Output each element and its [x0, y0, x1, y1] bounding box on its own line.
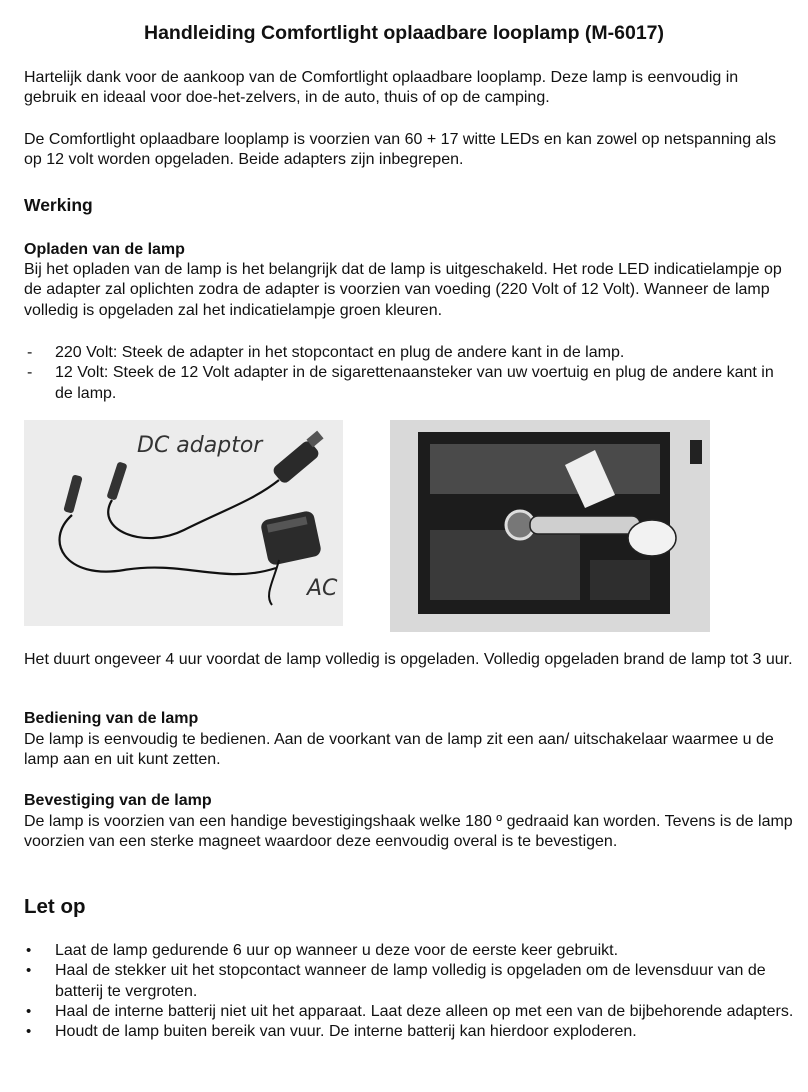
car-socket-illustration: [390, 420, 710, 632]
bediening-paragraph: De lamp is eenvoudig te bedienen. Aan de voorkant van de lamp zit een aan/ uitschakelaar waarmee u de lamp aan en uit kunt zetten.: [24, 731, 774, 769]
intro-paragraph-2: De Comfortlight oplaadbare looplamp is voorzien van 60 + 17 witte LEDs en kan zowel op netspanning als op 12 volt worden opgeladen. Beide adapters zijn inbegrepen.: [24, 131, 776, 169]
opladen-list: [24, 343, 794, 404]
bullet-icon: •: [26, 942, 32, 959]
section-heading-let-op: Let op: [24, 895, 86, 918]
let-op-list: [24, 941, 794, 1042]
section-heading-werking: Werking: [24, 195, 93, 215]
list-item: [24, 941, 794, 961]
car-plug-icon: [530, 516, 640, 534]
subheading-bediening: Bediening van de lamp: [24, 710, 199, 727]
list-item: [24, 343, 794, 363]
adapter-illustration: [24, 420, 343, 626]
list-item-text: Haal de interne batterij niet uit het apparaat. Laat deze alleen op met een van de bijbehorende adapters.: [55, 1002, 794, 1020]
car-socket-photo: [390, 420, 710, 632]
dc-adaptor-label: DC adaptor: [137, 433, 263, 458]
dash-marker: -: [27, 344, 33, 361]
list-item-text: Laat de lamp gedurende 6 uur op wanneer u deze voor de eerste keer gebruikt.: [55, 942, 619, 959]
opladen-paragraph: Bij het opladen van de lamp is het belangrijk dat de lamp is uitgeschakeld. Het rode LED indicatielampje op de adapter zal oplichten zodra de adapter is voorzien van voeding (220 Volt of 12 Volt). Wanneer de lamp volledig is opgeladen zal het indicatielampje groen kleuren.: [24, 261, 782, 319]
list-item-text: 12 Volt: Steek de 12 Volt adapter in de sigarettenaansteker van uw voertuig en plug de andere kant in de lamp.: [55, 364, 774, 402]
dash-marker: -: [27, 364, 33, 382]
intro-paragraph-1: Hartelijk dank voor de aankoop van de Comfortlight oplaadbare looplamp. Deze lamp is eenvoudig in gebruik en ideaal voor doe-het-zelvers, in de auto, thuis of op de camping.: [24, 69, 739, 107]
adapter-photo: [24, 420, 343, 626]
list-item-text: Houdt de lamp buiten bereik van vuur. De interne batterij kan hierdoor exploderen.: [55, 1023, 637, 1041]
list-item: [24, 961, 794, 1002]
list-item: [24, 1002, 794, 1022]
hand-icon: [628, 520, 676, 556]
list-item: [24, 363, 794, 404]
list-item: [24, 1022, 794, 1042]
bullet-icon: •: [26, 1002, 32, 1020]
bullet-icon: •: [26, 1023, 32, 1041]
document-title: Handleiding Comfortlight oplaadbare looplamp (M-6017): [143, 22, 665, 44]
list-item-text: 220 Volt: Steek de adapter in het stopcontact en plug de andere kant in de lamp.: [55, 344, 625, 361]
subheading-bevestiging: Bevestiging van de lamp: [24, 792, 212, 809]
subheading-opladen: Opladen van de lamp: [24, 241, 185, 258]
bullet-icon: •: [26, 962, 32, 980]
duur-paragraph: Het duurt ongeveer 4 uur voordat de lamp volledig is opgeladen. Volledig opgeladen brand de lamp tot 3 uur.: [24, 651, 793, 668]
bevestiging-paragraph: De lamp is voorzien van een handige bevestigingshaak welke 180 º gedraaid kan worden. Tevens is de lamp voorzien van een sterke magneet waardoor deze eenvoudig overal is te bevestigen.: [24, 813, 793, 851]
ac-label: AC: [307, 576, 338, 601]
list-item-text: Haal de stekker uit het stopcontact wanneer de lamp volledig is opgeladen om de levensduur van de batterij te vergroten.: [55, 962, 766, 1000]
